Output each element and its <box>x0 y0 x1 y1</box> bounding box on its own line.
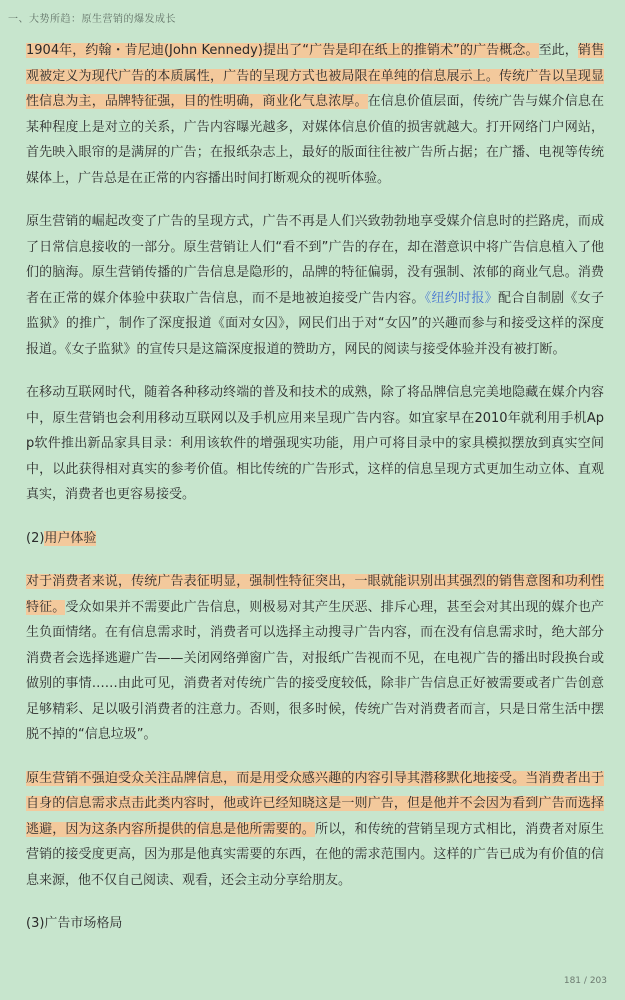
highlighted-text[interactable]: 1904年，约翰・肯尼迪(John Kennedy)提出了“广告是印在纸上的推销术”的广告概念。 <box>26 43 539 58</box>
book-page-content <box>26 38 604 955</box>
body-text: 在信息价值层面，传统广告与媒介信息在某种程度上是对立的关系，广告内容曝光越多，对媒体信息价值的损害就越大。打开网络门户网站，首先映入眼帘的是满屏的广告；在报纸杂志上，最好的版面往往被广告所占据；在广播、电视等传统媒体上，广告总是在正常的内容播出时间打断观众的视听体验。 <box>26 94 604 186</box>
body-text: 原生营销的崛起改变了广告的呈现方式，广告不再是人们兴致勃勃地享受媒介信息时的拦路虎，而成了日常信息接收的一部分。原生营销让人们“看不到”广告的存在，却在潜意识中将广告信息植入了他们的脑海。原生营销传播的广告信息是隐形的，品牌的特征偏弱，没有强制、浓郁的商业气息。消费者在正常的媒介体验中获取广告信息，而不是地被迫接受广告内容。 <box>26 214 604 306</box>
total-pages: 203 <box>589 976 607 986</box>
paragraph-1 <box>26 38 604 191</box>
current-page: 181 <box>563 976 582 986</box>
body-text: 至此， <box>538 43 578 58</box>
paragraph-4 <box>26 569 604 748</box>
section-heading-market <box>26 911 604 937</box>
paragraph-5 <box>26 766 604 894</box>
paragraph-2 <box>26 209 604 362</box>
body-text: 在移动互联网时代，随着各种移动终端的普及和技术的成熟，除了将品牌信息完美地隐藏在媒介内容中，原生营销也会利用移动互联网以及手机应用来呈现广告内容。如宜家早在2010年就利用手机App软件推出新品家具目录：利用该软件的增强现实功能，用户可将目录中的家具模拟摆放到真实空间中，以此获得相对真实的参考价值。相比传统的广告形式，这样的信息呈现方式更加生动立体、直观真实，消费者也更容易接受。 <box>26 385 604 502</box>
body-text: 受众如果并不需要此广告信息，则极易对其产生厌恶、排斥心理，甚至会对其出现的媒介也产生负面情绪。在有信息需求时，消费者可以选择主动搜寻广告内容，而在没有信息需求时，绝大部分消费者会选择逃避广告——关闭网络弹窗广告，对报纸广告视而不见，在电视广告的播出时段换台或做别的事情……由此可见，消费者对传统广告的接受度较低，除非广告信息正好被需要或者广告创意足够精彩、足以吸引消费者的注意力。否则，很多时候，传统广告对消费者而言，只是日常生活中摆脱不掉的“信息垃圾”。 <box>26 599 604 742</box>
highlighted-text[interactable]: 销售观被定义为现代广告的本质属性，广告的呈现方式也被局限在单纯的信息展示上。传统广告以呈现显性信息为主，品牌特征强，目的性明确，商业化气息浓厚。 <box>26 43 604 109</box>
heading-text: (3)广告市场格局 <box>26 916 123 931</box>
chapter-breadcrumb: 一、大势所趋：原生营销的爆发成长 <box>8 14 176 25</box>
page-indicator <box>564 976 607 986</box>
section-heading-user-experience <box>26 526 604 552</box>
heading-number: (2) <box>26 530 45 546</box>
highlighted-text[interactable]: 对于消费者来说，传统广告表征明显，强制性特征突出，一眼就能识别出其强烈的销售意图和功利性特征。 <box>26 574 604 615</box>
highlighted-text[interactable]: 用户体验 <box>44 530 97 546</box>
page-separator: / <box>581 976 590 986</box>
nyt-link[interactable]: 《纽约时报》 <box>424 290 498 306</box>
paragraph-3 <box>26 380 604 508</box>
highlighted-text[interactable]: 原生营销不强迫受众关注品牌信息，而是用受众感兴趣的内容引导其潜移默化地接受。当消费者出于自身的信息需求点击此类内容时，他或许已经知晓这是一则广告，但是他并不会因为看到广告而选择逃避，因为这条内容所提供的信息是他所需要的。 <box>26 770 604 837</box>
body-text: 配合自制剧《女子监狱》的推广，制作了深度报道《面对女囚》，网民们出于对“女囚”的兴趣而参与和接受这样的深度报道。《女子监狱》的宣传只是这篇深度报道的赞助方，网民的阅读与接受体验并没有被打断。 <box>26 290 604 357</box>
body-text: 所以，和传统的营销呈现方式相比，消费者对原生营销的接受度更高，因为那是他真实需要的东西，在他的需求范围内。这样的广告已成为有价值的信息来源，他不仅自己阅读、观看，还会主动分享给朋友。 <box>26 821 604 888</box>
